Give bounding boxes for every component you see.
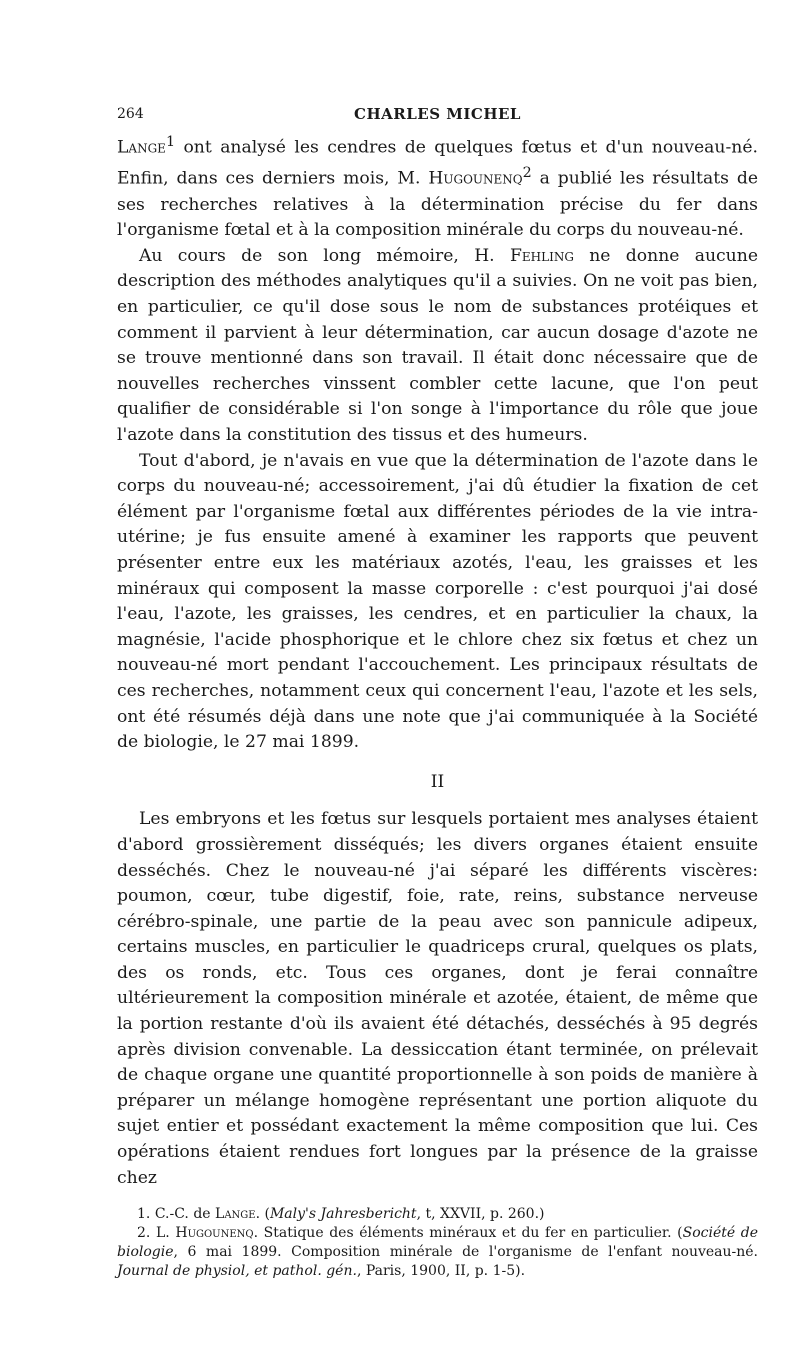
paragraph-text: a publié les résultats de ses recherches relatives à la détermination précise du fer dans l'organisme fœtal et à la composition minérale du corps du nouveau-né. [117,169,759,241]
paragraph-2 [117,244,758,449]
paragraph-3: Tout d'abord, je n'avais en vue que la détermination de l'azote dans le corps du nouveau-né; accessoirement, j'ai dû étudier la fixation de cet élément par l'organisme fœtal aux différentes périodes de la vie intra-utérine; je fus ensuite amené à examiner les rapports que peuvent présenter entre eux les matériaux azotés, l'eau, les graisses et les minéraux qui composent la masse corporelle : c'est pourquoi j'ai dosé l'eau, l'azote, les graisses, les cendres, et en particulier la chaux, la magnésie, l'acide phosphorique et le chlore chez six fœtus et chez un nouveau-né mort pendant l'accouchement. Les principaux résultats de ces recherches, notamment ceux qui concernent l'eau, l'azote et les sels, ont été résumés déjà dans une note que j'ai communiquée à la Société de biologie, le 27 mai 1899. [117,450,758,753]
page-header [117,100,758,130]
footnote-author: Hugounenq [175,1225,254,1242]
author-name: Lange [117,137,166,158]
footnote-author: Lange [215,1206,256,1223]
footnote-1: 1. C.-C. de Lange. (Maly's Jahresbericht, t, XXVII, p. 260.) [137,1206,545,1223]
footnote-2: 2. L. Hugounenq. Statique des éléments minéraux et du fer en particulier. (Société de biologie, 6 mai 1899. Composition minérale de l'organisme de l'enfant nouveau-né. Journal de physiol, et pathol. gén., Paris, 1900, II, p. 1-5). [117,1225,759,1280]
section-heading: II [430,771,445,792]
paragraph-text: ont analysé les cendres de quelques fœtus et d'un nouveau-né. Enfin, dans ces derniers mois, M. [117,137,758,190]
author-name: Fehling [509,245,574,266]
paragraph-text: ne donne aucune description des méthodes analytiques qu'il a suivies. On ne voit pas bien, en particulier, ce qu'il dose sous le nom de substances protéiques et comment il parvient à leur détermination, car aucun dosage d'azote ne se trouve mentionné dans son travail. Il était donc nécessaire que de nouvelles recherches vinssent combler cette lacune, que l'on peut qualifier de considérable si l'on songe à l'importance du rôle que joue l'azote dans la constitution des tissus et des humeurs. [117,245,758,445]
footnote-author-initial: L. [155,1225,176,1242]
footnote-source: Maly's Jahresbericht [269,1206,417,1223]
footnote-number: 2. [137,1225,151,1242]
author-name: Hugounenq [428,169,523,190]
paragraph-4: Les embryons et les fœtus sur lesquels portaient mes analyses étaient d'abord grossièrement disséqués; les divers organes étaient ensuite desséchés. Chez le nouveau-né j'ai séparé les différents viscères: poumon, cœur, tube digestif, foie, rate, reins, substance nerveuse cérébro-spinale, une partie de la peau avec son pannicule adipeux, certains muscles, en particulier le quadriceps crural, quelques os plats, des os ronds, etc. Tous ces organes, dont je ferai connaître ultérieurement la composition minérale et azotée, étaient, de même que la portion restante d'où ils avaient été détachés, desséchés à 95 degrés après division convenable. La dessiccation étant terminée, on prélevait de chaque organe une quantité proportionnelle à son poids de manière à préparer un mélange homogène représentant une portion aliquote du sujet entier et possédant exactement la même composition que lui. Ces opérations étaient rendues fort longues par la présence de la graisse chez [117,809,758,1188]
footnote-text: Statique des éléments minéraux et du fer en particulier. ( [258,1225,683,1242]
footnote-number: 1. [137,1206,151,1223]
body-text [117,130,758,1191]
paragraph-text: Au cours de son long mémoire, H. [139,245,510,266]
footnote-source: Journal de physiol, et pathol. gén. [117,1263,357,1280]
running-title: CHARLES MICHEL [354,105,521,123]
footnote-details: , t, XXVII, p. 260.) [416,1206,545,1223]
footnote-text: , 6 mai 1899. Composition minérale de l'organisme de l'enfant nouveau-né. [173,1244,758,1261]
paragraph-1 [117,130,758,244]
page [117,100,758,1281]
footnote-author-prefix: C.-C. de [154,1206,216,1223]
footnote-source: Société de biologie [117,1225,759,1261]
page-number: 264 [117,106,144,122]
footnote-text: , Paris, 1900, II, p. 1-5). [356,1263,526,1280]
footnotes [117,1205,758,1281]
footnote-ref-2: 2 [522,165,532,182]
footnote-ref-1: 1 [165,134,176,150]
